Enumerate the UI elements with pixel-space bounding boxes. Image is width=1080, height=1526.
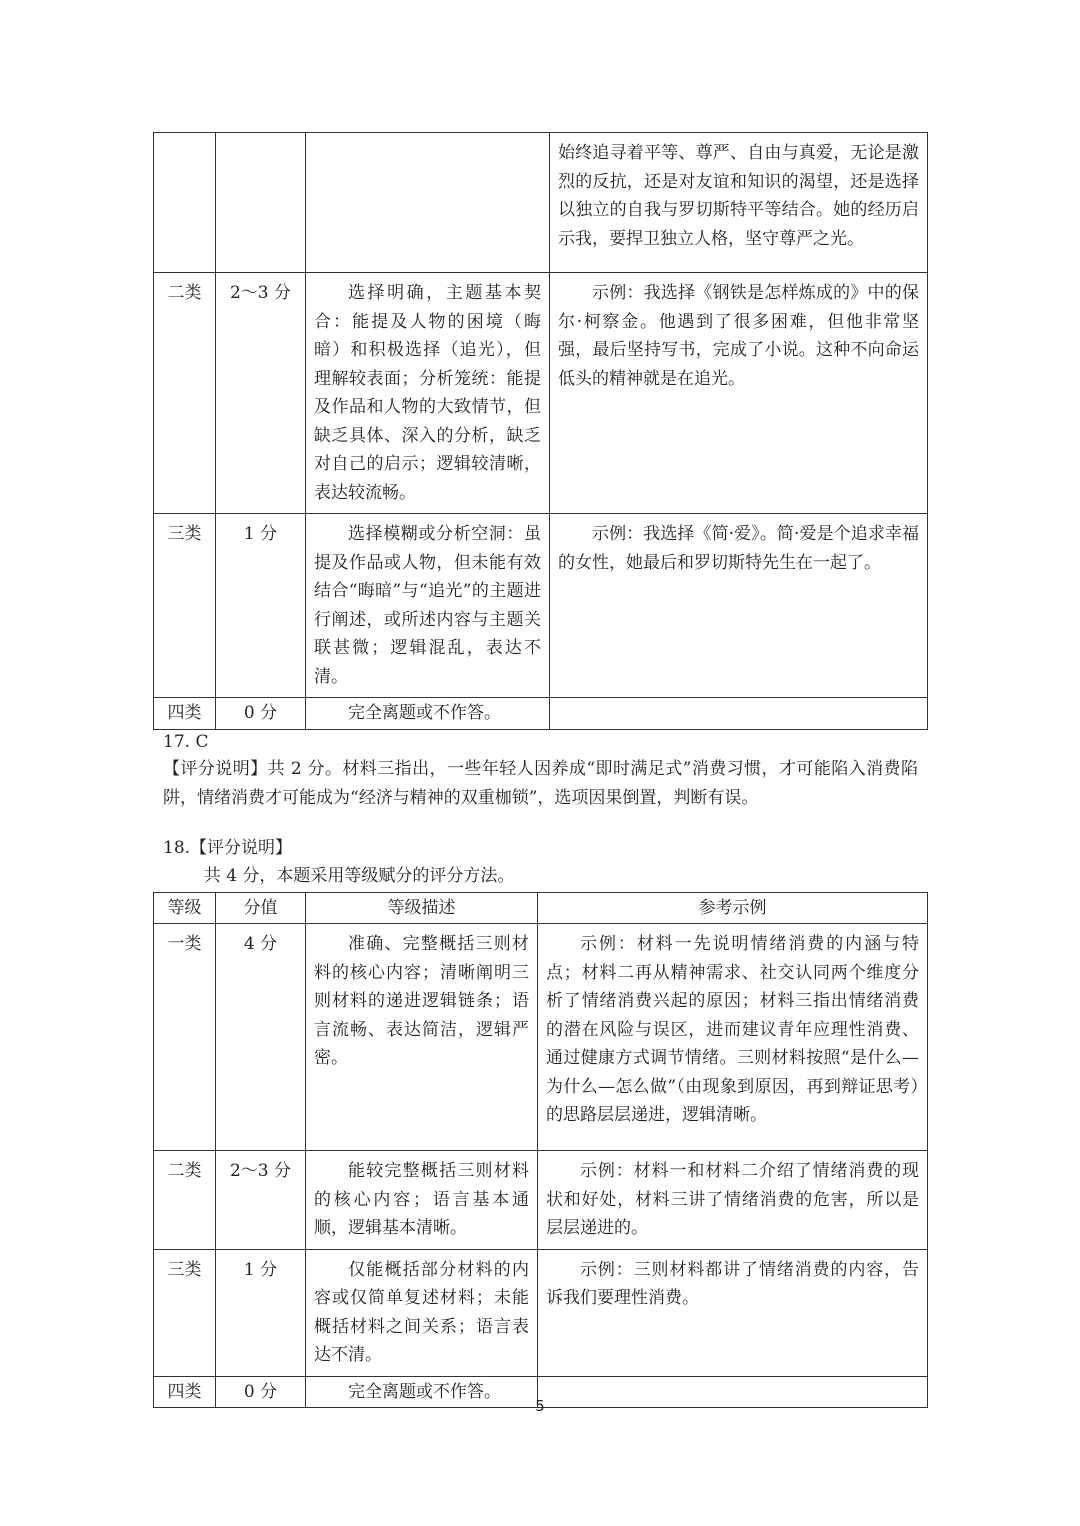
description-cell: 准确、完整概括三则材料的核心内容；清晰阐明三则材料的递进逻辑链条；语言流畅、表达简洁，逻辑严密。 xyxy=(306,924,538,1151)
table-row xyxy=(154,1151,928,1250)
score-cell: 1 分 xyxy=(216,514,306,698)
table-row xyxy=(154,273,928,514)
q18-grading-table xyxy=(153,892,928,1408)
level-cell: 三类 xyxy=(154,514,216,698)
table-header-row xyxy=(154,893,928,924)
q17-explanation: 【评分说明】共 2 分。材料三指出，一些年轻人因养成“即时满足式”消费习惯，才可能陷入消费陷阱，情绪消费才可能成为“经济与精神的双重枷锁”，选项因果倒置，判断有误。 xyxy=(163,759,918,808)
example-cell xyxy=(550,698,928,730)
header-level: 等级 xyxy=(154,893,216,924)
description-cell: 能较完整概括三则材料的核心内容；语言基本通顺，逻辑基本清晰。 xyxy=(306,1151,538,1250)
example-cell: 始终追寻着平等、尊严、自由与真爱，无论是激烈的反抗，还是对友谊和知识的渴望，还是选择以独立的自我与罗切斯特平等结合。她的经历启示我，要捍卫独立人格，坚守尊严之光。 xyxy=(550,133,928,273)
score-cell: 1 分 xyxy=(216,1249,306,1376)
level-cell: 三类 xyxy=(154,1249,216,1376)
level-cell: 四类 xyxy=(154,1376,216,1408)
level-cell: 四类 xyxy=(154,698,216,730)
example-cell: 示例：我选择《钢铁是怎样炼成的》中的保尔·柯察金。他遇到了很多困难，但他非常坚强，最后坚持写书，完成了小说。这种不向命运低头的精神就是在追光。 xyxy=(550,273,928,514)
level-cell: 二类 xyxy=(154,273,216,514)
q18-intro: 共 4 分，本题采用等级赋分的评分方法。 xyxy=(203,866,515,886)
description-cell: 完全离题或不作答。 xyxy=(306,698,550,730)
table-row xyxy=(154,514,928,698)
page-number: 5 xyxy=(535,1397,545,1415)
table-row xyxy=(154,133,928,273)
level-cell xyxy=(154,133,216,273)
q17-answer: 17. C xyxy=(163,732,209,752)
score-cell: 0 分 xyxy=(216,698,306,730)
description-cell xyxy=(306,133,550,273)
score-cell: 0 分 xyxy=(216,1376,306,1408)
level-cell: 二类 xyxy=(154,1151,216,1250)
description-cell: 选择明确，主题基本契合：能提及人物的困境（晦暗）和积极选择（追光），但理解较表面；分析笼统：能提及作品和人物的大致情节，但缺乏具体、深入的分析，缺乏对自己的启示；逻辑较清晰，表达较流畅。 xyxy=(306,273,550,514)
description-cell: 完全离题或不作答。 xyxy=(306,1376,538,1408)
score-cell: 4 分 xyxy=(216,924,306,1151)
table-row xyxy=(154,698,928,730)
description-cell: 仅能概括部分材料的内容或仅简单复述材料；未能概括材料之间关系；语言表达不清。 xyxy=(306,1249,538,1376)
q18-title: 18.【评分说明】 xyxy=(163,838,293,858)
example-cell: 示例：我选择《简·爱》。简·爱是个追求幸福的女性，她最后和罗切斯特先生在一起了。 xyxy=(550,514,928,698)
score-cell: 2～3 分 xyxy=(216,273,306,514)
score-cell xyxy=(216,133,306,273)
header-example: 参考示例 xyxy=(538,893,928,924)
score-cell: 2～3 分 xyxy=(216,1151,306,1250)
level-cell: 一类 xyxy=(154,924,216,1151)
table-row xyxy=(154,924,928,1151)
header-score: 分值 xyxy=(216,893,306,924)
example-cell: 示例：三则材料都讲了情绪消费的内容，告诉我们要理性消费。 xyxy=(538,1249,928,1376)
table-row xyxy=(154,1249,928,1376)
description-cell: 选择模糊或分析空洞：虽提及作品或人物，但未能有效结合“晦暗”与“追光”的主题进行阐述，或所述内容与主题关联甚微；逻辑混乱，表达不清。 xyxy=(306,514,550,698)
grading-table-continued xyxy=(153,132,928,730)
header-description: 等级描述 xyxy=(306,893,538,924)
example-cell: 示例：材料一先说明情绪消费的内涵与特点；材料二再从精神需求、社交认同两个维度分析了情绪消费兴起的原因；材料三指出情绪消费的潜在风险与误区，进而建议青年应理性消费、通过健康方式调节情绪。三则材料按照“是什么—为什么—怎么做”（由现象到原因，再到辩证思考）的思路层层递进，逻辑清晰。 xyxy=(538,924,928,1151)
example-cell: 示例：材料一和材料二介绍了情绪消费的现状和好处，材料三讲了情绪消费的危害，所以是层层递进的。 xyxy=(538,1151,928,1250)
